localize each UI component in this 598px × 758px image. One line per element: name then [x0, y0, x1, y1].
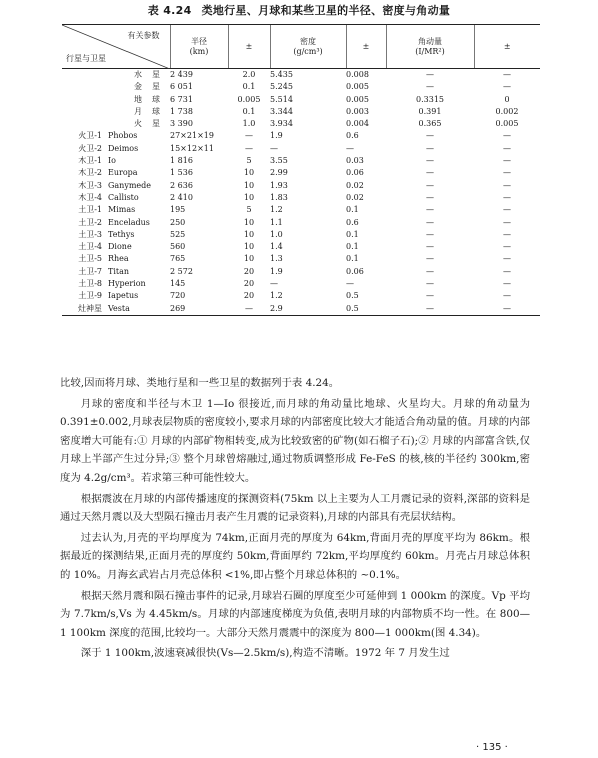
body-code: 土卫-7 [78, 266, 102, 276]
header-moment-err: ± [474, 25, 540, 69]
data-table [62, 24, 540, 316]
radius-cell: 525 [170, 229, 186, 239]
density-cell: 3.55 [270, 156, 288, 166]
radius-cell: 2 439 [170, 70, 193, 79]
density-cell: 3.344 [270, 106, 293, 116]
table-row [62, 241, 540, 253]
radius-cell: 6 051 [170, 82, 193, 92]
moment-err-cell: — [503, 229, 511, 239]
radius-err-cell: — [228, 303, 270, 316]
radius-err-cell: 5 [246, 205, 252, 215]
radius-err-cell: 20 [243, 266, 255, 276]
density-err-cell: 0.1 [346, 254, 359, 264]
body-name: Callisto [108, 192, 139, 202]
body-code: 木卫-2 [78, 168, 102, 178]
table-caption [0, 2, 598, 18]
body-name-cell [62, 143, 170, 155]
radius-err-cell: — [245, 131, 253, 141]
body-name: Deimos [108, 143, 139, 153]
body-name: Enceladus [108, 217, 150, 227]
density-cell: 5.435 [270, 70, 293, 79]
body-code: 土卫-9 [78, 291, 102, 301]
body-code: 土卫-5 [78, 254, 102, 264]
radius-cell: 560 [170, 242, 186, 252]
radius-err-cell: 10 [243, 180, 255, 190]
radius-cell: 1 738 [170, 106, 193, 116]
moment-cell: — [426, 156, 434, 166]
radius-cell: 27×21×19 [170, 131, 214, 141]
body-name: Iapetus [108, 291, 139, 301]
radius-cell: 2 636 [170, 180, 193, 190]
paragraph: 深于 1 100km,波速衰减很快(Vs—2.5km/s),构造不清晰。1972 年 7 月发生过 [80, 647, 450, 660]
body-name-cell [62, 130, 170, 142]
radius-err-cell: 10 [243, 168, 255, 178]
radius-err-cell: 10 [243, 242, 255, 252]
density-err-cell: 0.003 [346, 106, 369, 116]
body-name-cell [62, 290, 170, 302]
moment-cell: 0.3315 [416, 94, 444, 104]
moment-cell: 0.391 [418, 106, 442, 116]
body-name-cell [62, 278, 170, 290]
density-cell: 1.2 [270, 291, 283, 301]
radius-cell: 195 [170, 205, 186, 215]
density-cell: 1.2 [270, 205, 283, 215]
moment-cell: — [426, 180, 434, 190]
density-err-cell: 0.02 [346, 180, 364, 190]
body-name-cell [62, 303, 170, 316]
header-density: 密度 (g/cm³) [270, 25, 346, 69]
body-code: 火卫-2 [78, 143, 102, 153]
moment-cell: — [426, 291, 434, 301]
moment-cell: — [426, 143, 434, 153]
body-name-cell: 金星 [134, 82, 170, 92]
paragraph: 比较,因而将月球、类地行星和一些卫星的数据列于表 4.24。 [60, 377, 340, 389]
moment-err-cell: — [503, 254, 511, 264]
body-name-cell [62, 266, 170, 278]
density-cell: — [270, 143, 278, 153]
table-row [62, 229, 540, 241]
radius-cell: 3 390 [170, 119, 193, 129]
moment-err-cell: — [503, 168, 511, 178]
density-cell: 1.0 [270, 229, 283, 239]
radius-err-cell: 10 [243, 192, 255, 202]
paragraph: 根据震波在月球的内部传播速度的探测资料(75km 以上主要为人工月震记录的资料,深部的资料是通过天然月震以及大型陨石撞击月表产生月震的记录资料),月球的内部具有壳层状结构。 [60, 492, 530, 524]
density-err-cell: — [346, 279, 354, 289]
table-row [62, 106, 540, 118]
body-name: Europa [108, 168, 138, 178]
body-code: 土卫-8 [78, 279, 102, 289]
body-code: 灶神星 [78, 303, 102, 313]
density-cell: 1.9 [270, 131, 283, 141]
table-row [62, 118, 540, 130]
density-cell: 2.9 [270, 303, 346, 316]
table-row [62, 204, 540, 216]
moment-cell: — [426, 192, 434, 202]
moment-err-cell: 0.002 [495, 106, 519, 116]
density-cell: 1.4 [270, 242, 283, 252]
body-name: Mimas [108, 205, 136, 215]
table-header-row [62, 25, 540, 69]
moment-err-cell: — [503, 192, 511, 202]
radius-err-cell: — [245, 143, 253, 153]
density-err-cell: 0.1 [346, 205, 359, 215]
density-cell: 1.83 [270, 192, 288, 202]
moment-err-cell: — [503, 266, 511, 276]
density-cell: 1.3 [270, 254, 283, 264]
density-err-cell: 0.6 [346, 131, 359, 141]
body-code: 土卫-3 [78, 229, 102, 239]
density-cell: 1.93 [270, 180, 288, 190]
body-name-cell: 月球 [134, 106, 170, 116]
body-name-cell [62, 217, 170, 229]
radius-cell: 145 [170, 279, 186, 289]
body-name: Tethys [108, 229, 135, 239]
table-row [62, 253, 540, 265]
table-row [62, 180, 540, 192]
paragraph: 根据天然月震和陨石撞击事件的记录,月球岩石圈的厚度至少可延伸到 1 000km 的深度。Vp 平均为 7.7km/s,Vs 为 4.45km/s。月球的内部速度梯度为负值,表明月球的内部物质不均一性。在 800—1 100km 深度的范围,比较均一。大部分天然月震震中的深度为 800—1 000km(图 4.34)。 [60, 589, 530, 639]
density-err-cell: 0.6 [346, 217, 359, 227]
moment-cell: — [426, 229, 434, 239]
moment-err-cell: — [503, 131, 511, 141]
radius-cell: 720 [170, 291, 186, 301]
table-row [62, 278, 540, 290]
radius-cell: 250 [170, 217, 186, 227]
body-name-cell: 地球 [134, 94, 170, 104]
radius-err-cell: 5 [246, 156, 252, 166]
moment-err-cell: — [503, 143, 511, 153]
body-name: Titan [108, 266, 130, 276]
moment-cell: — [426, 217, 434, 227]
table-title: 类地行星、月球和某些卫星的半径、密度与角动量 [201, 4, 451, 17]
moment-cell: 0.365 [418, 119, 442, 129]
table-row [62, 303, 540, 316]
density-err-cell: — [346, 143, 354, 153]
body-name-cell [62, 155, 170, 167]
moment-cell: — [426, 70, 434, 79]
moment-cell: — [426, 242, 434, 252]
body-code: 木卫-1 [78, 156, 102, 166]
moment-cell: — [426, 168, 434, 178]
moment-cell: — [426, 205, 434, 215]
density-cell: — [270, 279, 278, 289]
body-code: 木卫-4 [78, 192, 102, 202]
table-row [62, 217, 540, 229]
table-row [62, 130, 540, 142]
moment-cell: — [426, 279, 434, 289]
density-cell: 1.9 [270, 266, 283, 276]
table-row [62, 81, 540, 93]
radius-cell: 1 816 [170, 156, 193, 166]
density-cell: 3.934 [270, 119, 293, 129]
body-code: 火卫-1 [78, 131, 102, 141]
moment-err-cell: 0.005 [495, 119, 519, 129]
body-name: Ganymede [108, 180, 152, 190]
moment-err-cell: — [503, 70, 511, 79]
corner-header-bottom: 行星与卫星 [66, 54, 106, 63]
body-name: Hyperion [108, 279, 146, 289]
radius-err-cell: 1.0 [242, 119, 256, 129]
moment-err-cell: — [503, 242, 511, 252]
radius-cell: 765 [170, 254, 186, 264]
table-number: 表 4.24 [147, 4, 192, 17]
table-row [62, 143, 540, 155]
table-row [62, 94, 540, 106]
density-err-cell: 0.005 [346, 94, 369, 104]
table-row [62, 266, 540, 278]
table-row [62, 290, 540, 302]
moment-cell: — [426, 131, 434, 141]
density-cell: 1.1 [270, 217, 283, 227]
body-name: Phobos [108, 131, 138, 141]
density-err-cell: 0.1 [346, 229, 359, 239]
table-row [62, 167, 540, 179]
radius-err-cell: 0.1 [242, 82, 256, 92]
body-name-cell [62, 204, 170, 216]
body-name: Io [108, 156, 116, 166]
radius-cell: 6 731 [170, 94, 193, 104]
density-err-cell: 0.5 [346, 291, 359, 301]
moment-err-cell: — [503, 205, 511, 215]
density-err-cell: 0.005 [346, 82, 369, 92]
radius-cell: 269 [170, 303, 228, 316]
corner-header [62, 25, 170, 69]
corner-header-top: 有关参数 [127, 31, 160, 40]
body-text [60, 374, 530, 665]
table-row [62, 69, 540, 82]
body-code: 土卫-4 [78, 242, 102, 252]
density-err-cell: 0.5 [346, 303, 386, 316]
body-code: 土卫-2 [78, 217, 102, 227]
paragraph: 月球的密度和半径与木卫 1—Io 很接近,而月球的角动量比地球、火星均大。月球的角动量为 0.391±0.002,月球表层物质的密度较小,要求月球的内部密度比较大才能适合角动量的值。月球的内部密度增大可能有:① 月球的内部矿物相转变,成为比较致密的矿物(如石榴子石);② 月球的内部富含铁,仅月球上半部产生过分异;③ 整个月球曾熔融过,通过物质调整形成 Fe-FeS 的核,核的半径约 300km,密度为 4.2g/cm³。若求第三种可能性较大。 [60, 397, 530, 484]
table-row [62, 155, 540, 167]
moment-err-cell: — [503, 291, 511, 301]
moment-cell: — [386, 303, 474, 316]
radius-err-cell: 20 [243, 279, 255, 289]
header-radius-err: ± [228, 25, 270, 69]
body-code: 土卫-1 [78, 205, 102, 215]
radius-cell: 15×12×11 [170, 143, 214, 153]
moment-err-cell: — [503, 82, 511, 92]
radius-err-cell: 10 [243, 229, 255, 239]
moment-err-cell: — [503, 180, 511, 190]
density-err-cell: 0.03 [346, 156, 364, 166]
radius-cell: 2 572 [170, 266, 193, 276]
moment-cell: — [426, 82, 434, 92]
body-name-cell [62, 167, 170, 179]
radius-err-cell: 10 [243, 217, 255, 227]
moment-cell: — [426, 266, 434, 276]
header-radius: 半径 (km) [170, 25, 228, 69]
body-name-cell [62, 180, 170, 192]
moment-err-cell: — [503, 279, 511, 289]
radius-err-cell: 2.0 [242, 70, 256, 79]
moment-err-cell: — [503, 217, 511, 227]
moment-err-cell: — [474, 303, 540, 316]
body-name-cell: 火星 [134, 119, 170, 129]
density-err-cell: 0.06 [346, 266, 364, 276]
density-err-cell: 0.004 [346, 119, 369, 129]
radius-err-cell: 10 [243, 254, 255, 264]
density-cell: 5.245 [270, 82, 293, 92]
moment-err-cell: — [503, 156, 511, 166]
radius-err-cell: 0.1 [242, 106, 256, 116]
density-cell: 5.514 [270, 94, 293, 104]
header-moment: 角动量 (I/MR²) [386, 25, 474, 69]
table-row [62, 192, 540, 204]
body-name: Vesta [108, 303, 130, 313]
body-name-cell: 水星 [134, 70, 170, 79]
page-number: · 135 · [476, 742, 508, 753]
moment-err-cell: 0 [504, 94, 510, 104]
radius-cell: 2 410 [170, 192, 193, 202]
radius-err-cell: 0.005 [237, 94, 261, 104]
paragraph: 过去认为,月壳的平均厚度为 74km,正面月壳的厚度为 64km,背面月壳的厚度平均为 86km。根据最近的探测结果,正面月壳的厚度约 50km,背面厚约 72km,平均厚度约 60km。月壳占月球总体积的 10%。月海玄武岩占月壳总体积 <1%,即占整个月球总体积的 ~0.1%。 [60, 531, 530, 581]
header-density-err: ± [346, 25, 386, 69]
density-cell: 2.99 [270, 168, 288, 178]
body-name: Dione [108, 242, 132, 252]
density-err-cell: 0.1 [346, 242, 359, 252]
radius-err-cell: 20 [243, 291, 255, 301]
density-err-cell: 0.02 [346, 192, 364, 202]
body-name-cell [62, 253, 170, 265]
density-err-cell: 0.008 [346, 70, 369, 79]
radius-cell: 1 536 [170, 168, 193, 178]
density-err-cell: 0.06 [346, 168, 364, 178]
moment-cell: — [426, 254, 434, 264]
body-name: Rhea [108, 254, 129, 264]
body-code: 木卫-3 [78, 180, 102, 190]
body-name-cell [62, 229, 170, 241]
body-name-cell [62, 192, 170, 204]
body-name-cell [62, 241, 170, 253]
